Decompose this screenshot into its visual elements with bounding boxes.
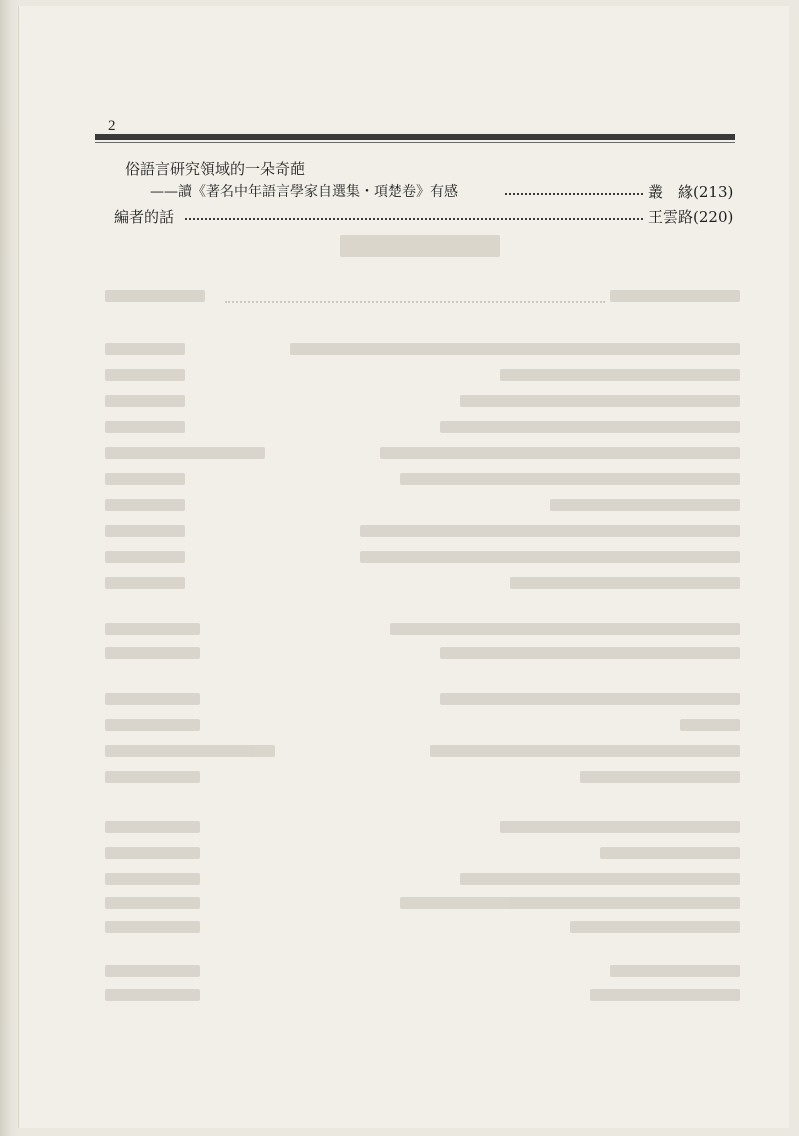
bleed-text bbox=[105, 847, 200, 859]
bleed-text bbox=[105, 473, 185, 485]
bleed-text bbox=[510, 577, 740, 589]
bleed-text bbox=[105, 623, 200, 635]
bleed-text bbox=[590, 989, 740, 1001]
bleed-text bbox=[360, 551, 740, 563]
toc-entry-title: 俗語言研究領域的一朵奇葩 bbox=[125, 160, 306, 178]
bleed-text bbox=[105, 745, 275, 757]
header-rule-thin bbox=[95, 142, 735, 143]
bleed-dots bbox=[225, 287, 605, 303]
bleed-text bbox=[580, 771, 740, 783]
bleed-text bbox=[105, 525, 185, 537]
bleed-heading bbox=[340, 235, 500, 257]
bleed-text bbox=[105, 719, 200, 731]
bleed-text bbox=[105, 693, 200, 705]
bleed-text bbox=[105, 897, 200, 909]
bleed-text bbox=[400, 473, 740, 485]
bleed-text bbox=[570, 921, 740, 933]
bleed-text bbox=[360, 525, 740, 537]
bleed-text bbox=[500, 369, 740, 381]
bleed-text bbox=[105, 290, 205, 302]
bleed-text bbox=[105, 647, 200, 659]
bleed-text bbox=[105, 551, 185, 563]
bleed-text bbox=[550, 499, 740, 511]
bleed-text bbox=[680, 719, 740, 731]
bleed-text bbox=[105, 343, 185, 355]
show-through-reverse-page bbox=[95, 235, 745, 1015]
bleed-text bbox=[390, 623, 740, 635]
bleed-text bbox=[105, 873, 200, 885]
toc-entry-title: 編者的話 bbox=[114, 208, 175, 226]
bleed-text bbox=[460, 873, 740, 885]
toc-entry-subtitle bbox=[150, 181, 458, 201]
page-binding-edge bbox=[0, 0, 18, 1136]
bleed-text bbox=[440, 693, 740, 705]
bleed-text bbox=[105, 421, 185, 433]
bleed-text bbox=[105, 771, 200, 783]
bleed-text bbox=[105, 577, 185, 589]
toc-entry-author: 王雲路(220) bbox=[648, 208, 734, 226]
bleed-text bbox=[430, 745, 740, 757]
bleed-text bbox=[380, 447, 740, 459]
toc-entry-subtitle-text: ——讀《著名中年語言學家自選集・項楚卷》有感 bbox=[150, 184, 458, 200]
page-number: 2 bbox=[108, 118, 116, 134]
bleed-text bbox=[600, 847, 740, 859]
toc-leader-dots bbox=[505, 183, 643, 195]
bleed-text bbox=[500, 821, 740, 833]
bleed-text bbox=[105, 499, 185, 511]
bleed-text bbox=[105, 921, 200, 933]
bleed-text bbox=[105, 395, 185, 407]
toc-leader-dots bbox=[185, 208, 643, 220]
toc-entry-author: 叢 緣(213) bbox=[648, 183, 734, 201]
bleed-text bbox=[105, 965, 200, 977]
bleed-text bbox=[290, 343, 740, 355]
bleed-text bbox=[440, 647, 740, 659]
bleed-text bbox=[105, 821, 200, 833]
bleed-text bbox=[610, 290, 740, 302]
bleed-text bbox=[610, 965, 740, 977]
bleed-text bbox=[400, 897, 740, 909]
bleed-text bbox=[105, 989, 200, 1001]
bleed-text bbox=[105, 369, 185, 381]
header-rule bbox=[95, 134, 735, 140]
bleed-text bbox=[440, 421, 740, 433]
bleed-text bbox=[460, 395, 740, 407]
bleed-text bbox=[105, 447, 265, 459]
